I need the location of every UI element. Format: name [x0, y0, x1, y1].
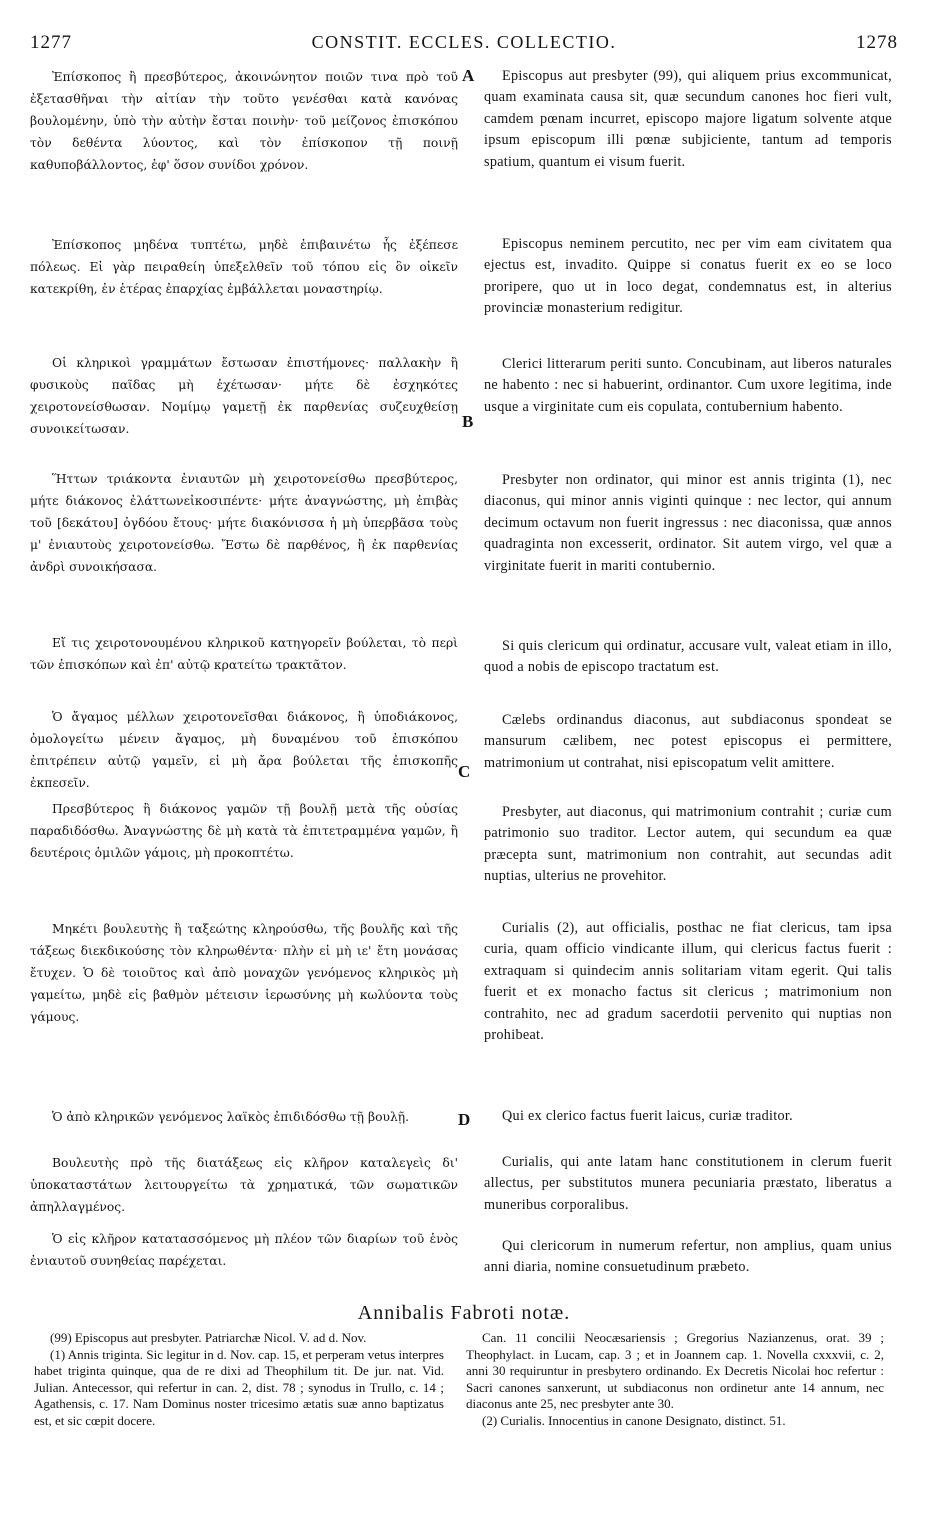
notes-heading: Annibalis Fabroti notæ. [357, 1302, 571, 1324]
greek-paragraph [30, 352, 458, 440]
footnote: Can. 11 concilii Neocæsariensis ; Gregorius Nazianzenus, orat. 39 ; Theophylact. in Lucam, cap. 3 ; et in Joannem cap. 1. Novella cxxxvii, c. 2, anni 30 requiruntur in presbytero ordinando. Ex Decretis Nicolai hoc refertur : Sacri canones sanxerunt, ut subdiaconus non ordinetur ante 14 annum, nec diaconus ante 25, nec presbyter ante 30. [466, 1330, 884, 1411]
latin-paragraph [484, 802, 892, 888]
greek-text: Ὁ ἄγαμος μέλλων χειροτονεῖσθαι διάκονος, ἢ ὑποδιάκονος, ὁμολογείτω μένειν ἄγαμος, μὴ δυναμένου τοῦ ἐπισκόπου ἐπιτρέπειν αὐτῷ γαμεῖν, εἰ μὴ ἄρα βούλεται τῆς ἐπισκοπῆς ἐκπεσεῖν. [30, 710, 458, 790]
footnote: (2) Curialis. Innocentius in canone Designato, distinct. 51. [482, 1412, 786, 1428]
latin-paragraph [484, 66, 892, 173]
greek-text: Πρεσβύτερος ἢ διάκονος γαμῶν τῇ βουλῇ μετὰ τῆς οὐσίας παραδιδόσθω. Ἀναγνώστης δὲ μὴ κατὰ τὰ ἐπιτετραμμένα γαμῶν, ἢ δευτέροις ὁμιλῶν γάμοις, μὴ προκοπτέτω. [30, 802, 458, 860]
latin-text: Episcopus aut presbyter (99), qui aliquem prius excommunicat, quam examinata causa sit, quæ secundum canones hoc fieri vult, camdem pœnam incurret, episcopo majore ligatum solvente atque ipsum episcopum illi pœnæ subjiciente, tantum ad temporis spatium, quantum ei visum fuerit. [484, 68, 892, 170]
greek-paragraph [30, 1106, 458, 1128]
margin-letter-c: C [458, 762, 471, 781]
latin-paragraph [484, 636, 892, 679]
latin-paragraph [484, 470, 892, 577]
greek-paragraph [30, 234, 458, 300]
greek-paragraph [30, 468, 458, 578]
greek-paragraph [30, 918, 458, 1028]
greek-text: Εἴ τις χειροτονουμένου κληρικοῦ κατηγορεῖν βούλεται, τὸ περὶ τῶν ἐπισκόπων καὶ ἐπ' αὐτῷ κρατείτω τρακτᾶτον. [30, 636, 458, 672]
latin-paragraph [484, 710, 892, 774]
margin-letter-d: D [458, 1110, 471, 1129]
greek-text: Μηκέτι βουλευτὴς ἢ ταξεώτης κληρούσθω, τῆς βουλῆς καὶ τῆς τάξεως διεκδικούσης τὸν κληρωθέντα· πλὴν εἰ μὴ ιε' ἔτη μονάσας ἔτυχεν. Ὁ δὲ τοιοῦτος καὶ ἀπὸ μοναχῶν γενόμενος κληρικὸς μὴ γαμείτω, μηδὲ εἰς βαθμὸν μέτεισιν ἱερωσύνης μὴ κωλύοντα τοὺς γάμους. [30, 922, 458, 1024]
greek-text: Βουλευτὴς πρὸ τῆς διατάξεως εἰς κλῆρον καταλεγεὶς δι' ὑποκαταστάτων λειτουργείτω τὰ χρηματικά, τῶν σωματικῶν ἀπηλλαγμένος. [30, 1156, 458, 1214]
latin-paragraph [484, 1236, 892, 1279]
latin-paragraph [484, 1106, 892, 1127]
greek-text: Ἐπίσκοπος ἢ πρεσβύτερος, ἀκοινώνητον ποιῶν τινα πρὸ τοῦ ἐξετασθῆναι τὴν αἰτίαν τὴν τοῦτο γενέσθαι κατὰ κανόνας βουλομένην, ὑπὸ τὴν αὐτὴν ἔσται ποινὴν· τοῦ μείζονος ἐπισκόπου τὸν δεθέντα λύοντος, καὶ τὸν ἐπίσκοπον τῇ ποινῇ καθυποβάλλοντος, ἐφ' ὅσον συνίδοι χρόνον. [30, 70, 458, 172]
running-header [30, 32, 898, 62]
page-number-left: 1277 [30, 32, 72, 53]
latin-paragraph [484, 1152, 892, 1216]
latin-paragraph [484, 234, 892, 320]
latin-paragraph [484, 918, 892, 1046]
latin-text: Presbyter, aut diaconus, qui matrimonium contrahit ; curiæ cum patrimonio suo traditor. Lector autem, qui secundum ea quæ præcepta sunt, matrimonium non contrahit, aut secundas adit nuptias, ulterius ne provehitor. [484, 804, 892, 885]
latin-text: Cælebs ordinandus diaconus, aut subdiaconus spondeat se mansurum cælibem, nec potest episcopus ei permittere, matrimonium ut contrahat, nisi episcopatum velit amittere. [484, 712, 892, 771]
latin-text: Curialis, qui ante latam hanc constitutionem in clerum fuerit allectus, per substitutos munera pecuniaria præstato, liberatus a muneribus corporalibus. [484, 1154, 892, 1213]
greek-paragraph [30, 632, 458, 676]
notes-right-column [466, 1330, 884, 1429]
latin-text: Curialis (2), aut officialis, posthac ne fiat clericus, tam ipsa curia, quam officio vindicante illum, qui clericus factus fuerit : extraquam si quindecim annis solitariam vitam egerit. Qui talis fuerit et ex monacho factus sit clericus ; matrimonium non contrahito, nec ad gradum sacerdotii pervenito qui nuptias non prohibeat. [484, 920, 892, 1044]
greek-text: Ἐπίσκοπος μηδένα τυπτέτω, μηδὲ ἐπιβαινέτω ἧς ἐξέπεσε πόλεως. Εἰ γὰρ πειραθείη ὑπεξελθεῖν τοῦ τόπου εἰς ὃν οἰκεῖν κατεκρίθη, ἐν ἑτέρας ἐπαρχίας ἐμβάλλεται μοναστηρίῳ. [30, 238, 458, 296]
greek-text: Ὁ εἰς κλῆρον κατατασσόμενος μὴ πλέον τῶν διαρίων τοῦ ἑνὸς ἐνιαυτοῦ συνηθείας παρέχεται. [30, 1232, 458, 1268]
running-title: CONSTIT. ECCLES. COLLECTIO. [311, 32, 617, 52]
latin-text: Presbyter non ordinator, qui minor est annis triginta (1), nec diaconus, qui minor annis viginti quinque : nec lector, qui annum decimum octavum non fuerit ingressus : nec diaconissa, quæ annos quadraginta non excesserit, ordinator. Sit autem virgo, vel quæ a virginitate fuerit in mariti contubernio. [484, 472, 892, 574]
margin-letter-b: B [462, 412, 474, 431]
page-number-right: 1278 [856, 32, 898, 53]
latin-text: Si quis clericum qui ordinatur, accusare vult, valeat etiam in illo, quod a nobis de episcopo tractatum est. [484, 638, 892, 676]
latin-paragraph [484, 354, 892, 418]
footnote: (1) Annis triginta. Sic legitur in d. Nov. cap. 15, et perperam vetus interpres habet triginta quinque, qua de re dixi ad Theophilum tit. De jur. nat. Vid. Julian. Antecessor, qui refertur in can. 2, dist. 78 ; synodus in Trullo, c. 14 ; Agathensis, c. 17. Nam Dominus noster tricesimo ætatis suæ anno baptizatus est, et sic cœpit docere. [34, 1346, 444, 1428]
greek-text: Ὁ ἀπὸ κληρικῶν γενόμενος λαϊκὸς ἐπιδιδόσθω τῇ βουλῇ. [52, 1110, 410, 1124]
greek-paragraph [30, 798, 458, 864]
latin-text: Qui ex clerico factus fuerit laicus, curiæ traditor. [502, 1108, 793, 1124]
greek-paragraph [30, 66, 458, 176]
greek-text: Οἱ κληρικοὶ γραμμάτων ἔστωσαν ἐπιστήμονες· παλλακὴν ἢ φυσικοὺς παῖδας μὴ ἐχέτωσαν· μήτε δὲ ἐσχηκότες χειροτονείσθωσαν. Νομίμῳ γαμετῇ ἐκ παρθενίας συζευχθείσῃ συνοικείτωσαν. [30, 356, 458, 436]
greek-paragraph [30, 1152, 458, 1218]
greek-paragraph [30, 1228, 458, 1272]
greek-text: Ἥττων τριάκοντα ἐνιαυτῶν μὴ χειροτονείσθω πρεσβύτερος, μήτε διάκονος ἐλάττωνεἰκοσιπέντε· μήτε ἀναγνώστης, μὴ ἐπιβὰς τοῦ [δεκάτου] ὀγδόου ἔτους· μήτε διακόνισσα ἡ μὴ ὑπερβᾶσα τοὺς μ' ἐνιαυτοὺς χειροτονείσθω. Ἔστω δὲ παρθένος, ἢ ἐκ παρθενίας ἀνδρὶ συνοικήσασα. [30, 472, 458, 574]
latin-text: Episcopus neminem percutito, nec per vim eam civitatem qua ejectus est, invadito. Quippe si conatus fuerit ex eo se loco proripere, quo ut in loco degat, condemnatus est, in alterius provinciæ monasterium redigitur. [484, 236, 892, 317]
greek-paragraph [30, 706, 458, 794]
latin-text: Clerici litterarum periti sunto. Concubinam, aut liberos naturales ne habento : nec si habuerint, ordinantor. Cum uxore legitima, inde usque a virginitate cum eis copulata, contubernium habento. [484, 356, 892, 415]
latin-text: Qui clericorum in numerum refertur, non amplius, quam unius anni diaria, nomine consuetudinum præbeto. [484, 1238, 892, 1276]
notes-left-column [34, 1330, 444, 1429]
margin-letter-a: A [462, 66, 475, 85]
footnote: (99) Episcopus aut presbyter. Patriarchæ Nicol. V. ad d. Nov. [50, 1330, 367, 1345]
